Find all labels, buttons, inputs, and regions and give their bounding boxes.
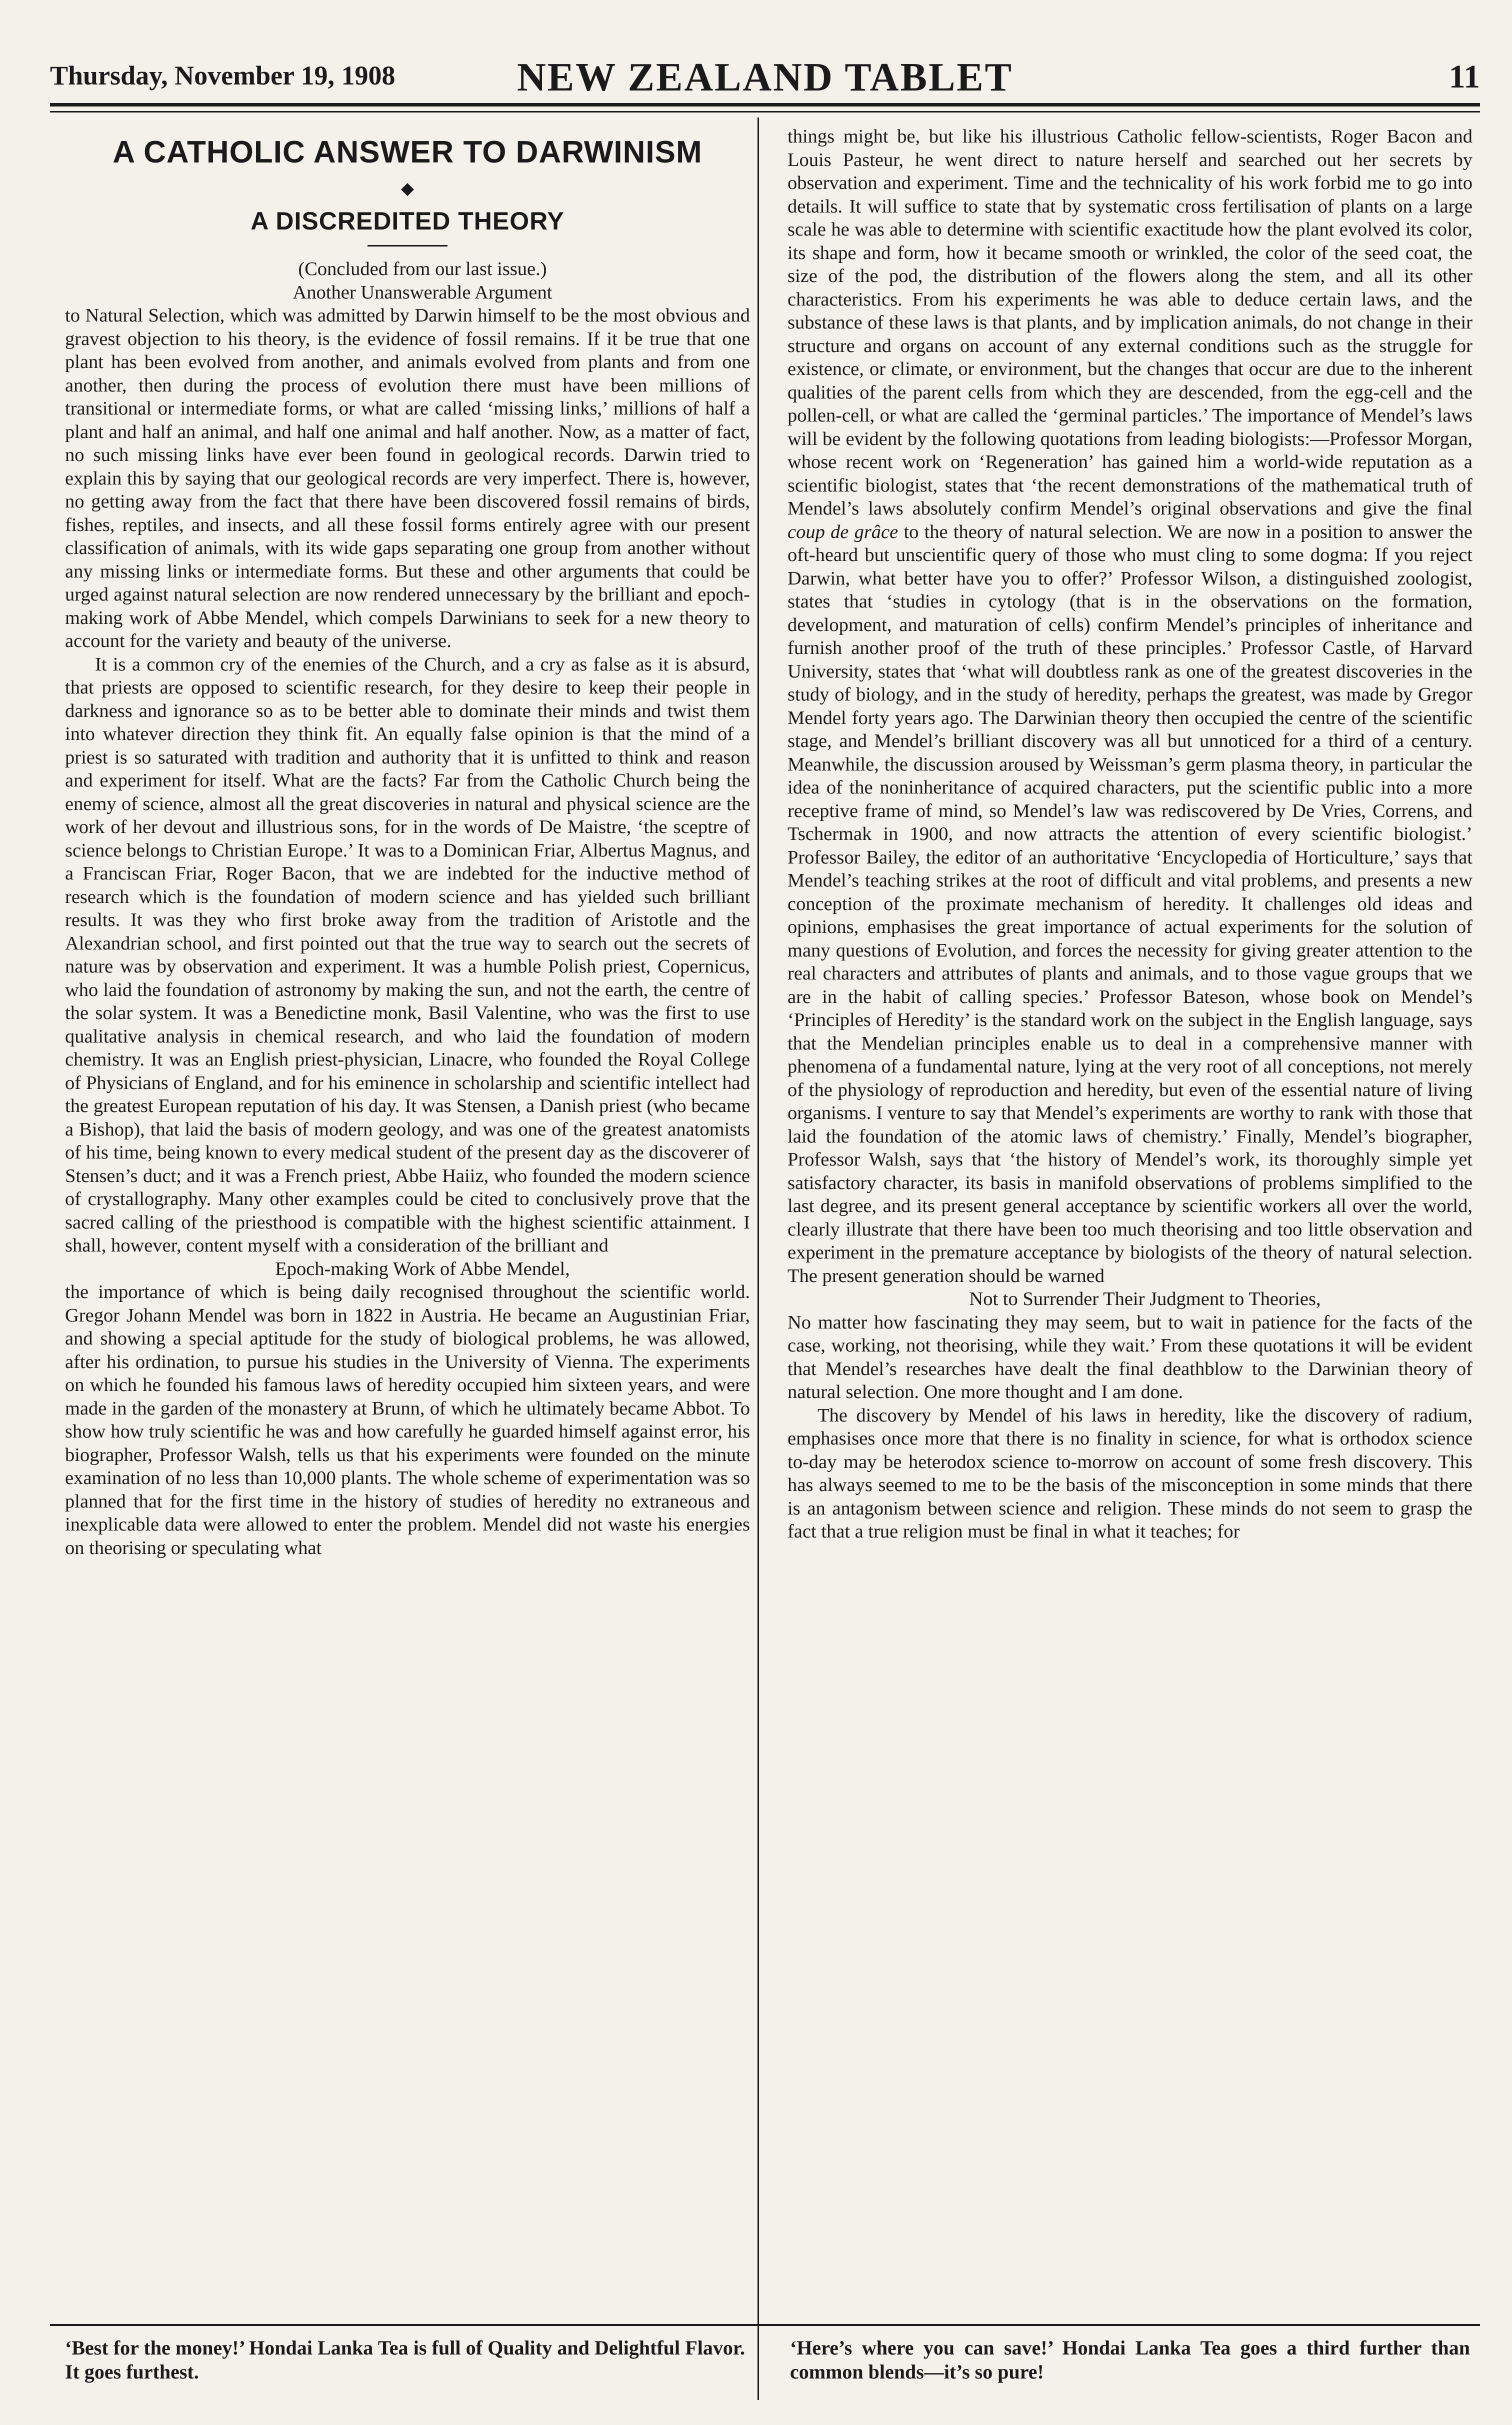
advertisement-right: ‘Here’s where you can save!’ Hondai Lanka Tea goes a third further than common blends—it’s so pure! <box>790 2336 1470 2383</box>
advertisement-left: ‘Best for the money!’ Hondai Lanka Tea is full of Quality and Delightful Flavor. It goes furthest. <box>65 2336 745 2383</box>
page-number: 11 <box>1448 58 1480 95</box>
paragraph-text: to the theory of natural selection. We are now in a position to answer the oft-heard but unscientific query of those who must cling to some dogma: If you reject Darwin, what better have you to offer?’ Professor Wilson, a distinguished zoologist, states that ‘studies in cytology (that is in the observations on the formation, development, and maturation of cells) confirm Mendel’s principles of inheritance and furnish another proof of the truth of these principles.’ Professor Castle, of Harvard University, states that ‘what will doubtless rank as one of the greatest discoveries in the study of biology, and in the study of heredity, perhaps the greatest, was made by Gregor Mendel forty years ago. The Darwinian theory then occupied the centre of the scientific stage, and Mendel’s brilliant discovery was all but unnoticed for a third of a century. Meanwhile, the discussion aroused by Weissman’s germ plasma theory, in particular the idea of the noninheritance of acquired characters, put the scientific public into a more receptive frame of mind, so Mendel’s law was rediscovered by De Vries, Correns, and Tschermak in 1900, and now attracts the attention of every scientific biologist.’ Professor Bailey, the editor of an authoritative ‘Encyclopedia of Horticulture,’ says that Mendel’s teaching strikes at the root of difficult and vital problems, and presents a new conception of the proximate mechanism of heredity. It challenges old ideas and opinions, emphasises the great importance of actual experiments for the solution of many questions of Evolution, and forces the necessity for giving greater attention to the real characters and attributes of plants and animals, and to those vague groups that we are in the habit of calling species.’ Professor Bateson, whose book on Mendel’s ‘Principles of Heredity’ is the standard work on the subject in the English language, says that the Mendelian principles enable us to deal in a comprehensive manner with phenomena of a fundamental nature, lying at the very root of all conceptions, not merely of the physiology of reproduction and heredity, but even of the essential nature of living organisms. I venture to say that Mendel’s experiments are worthy to rank with those that laid the foundation of the atomic laws of chemistry.’ Finally, Mendel’s biographer, Professor Walsh, says that ‘the history of Mendel’s work, its thoroughly simple yet satisfactory character, its basis in manifold observations of problems simplified to the last degree, and its present general acceptance by scientific workers all over the world, clearly illustrate that there have been too much theorising and too little observation and experiment in the premature acceptance by biologists of the theory of natural selection. The present generation should be warned <box>788 521 1472 1286</box>
column-left <box>65 125 750 2315</box>
italic-phrase: coup de grâce <box>788 521 898 542</box>
article-headline: A CATHOLIC ANSWER TO DARWINISM <box>112 135 702 170</box>
ornament-divider: ◆ <box>400 180 414 198</box>
article-subheadline: A DISCREDITED THEORY <box>250 207 564 235</box>
paragraph: to Natural Selection, which was admitted by Darwin himself to be the most obvious and gravest objection to his theory, is the evidence of fossil remains. If it be true that one plant has been evolved from another, and animals evolved from plants and from one another, then during the process of evolution there must have been millions of transitional or intermediate forms, or what are called ‘missing links,’ millions of half a plant and half an animal, and half one animal and half another. Now, as a matter of fact, no such missing links have ever been found in geological records. Darwin tried to explain this by saying that our geological records are very imperfect. There is, however, no getting away from the fact that there have been discovered fossil remains of birds, fishes, reptiles, and insects, and all these fossil forms entirely agree with our present classification of animals, with its wide gaps separating one group from another without any missing links or intermediate forms. But these and other arguments that could be urged against natural selection are now rendered unnecessary by the brilliant and epoch-making work of Abbe Mendel, which compels Darwinians to seek for a new theory to account for the variety and beauty of the universe. <box>65 305 750 652</box>
issue-date: Thursday, November 19, 1908 <box>50 60 396 90</box>
column-divider <box>758 118 759 2332</box>
section-heading: Another Unanswerable Argument <box>292 282 552 303</box>
paragraph <box>788 125 1472 1288</box>
ad-divider <box>758 2330 759 2400</box>
paragraph: It is a common cry of the enemies of the Church, and a cry as false as it is absurd, that priests are opposed to scientific research, for they desire to keep their people in darkness and ignorance so as to be better able to dominate their minds and twist them into whatever direction they think fit. An equally false opinion is that the mind of a priest is so saturated with tradition and authority that it is unfitted to think and reason and experiment for itself. What are the facts? Far from the Catholic Church being the enemy of science, almost all the great discoveries in natural and physical science are the work of her devout and illustrious sons, for in the words of De Maistre, ‘the sceptre of science belongs to Christian Europe.’ It was to a Dominican Friar, Albertus Magnus, and a Franciscan Friar, Roger Bacon, that we are indebted for the inductive method of research which is the foundation of modern science and has yielded such brilliant results. It was they who first broke away from the tradition of Aristotle and the Alexandrian school, and first pointed out that the true way to search out the secrets of nature was by observation and experiment. It was a humble Polish priest, Copernicus, who laid the foundation of astronomy by making the sun, and not the earth, the centre of the solar system. It was a Benedictine monk, Basil Valentine, who was the first to use qualitative analysis in chemical research, and who laid the foundation of modern chemistry. It was an English priest-physician, Linacre, who founded the Royal College of Physicians of England, and for his eminence in scholarship and scientific intellect had the greatest European reputation of his day. It was Stensen, a Danish priest (who became a Bishop), that laid the basis of modern geology, and was one of the greatest anatomists of his time, being known to every medical student of the present day as the discoverer of Stensen’s duct; and it was a French priest, Abbe Haiiz, who founded the modern science of crystallography. Many other examples could be cited to conclusively prove that the sacred calling of the priesthood is compatible with the highest scientific attainment. I shall, however, content myself with a consideration of the brilliant and <box>65 654 750 1256</box>
paragraph: the importance of which is being daily recognised throughout the scientific world. Gregor Johann Mendel was born in 1822 in Austria. He became an Augustinian Friar, and showing a special aptitude for the study of biological problems, he was allowed, after his ordination, to pursue his studies in the University of Vienna. The experiments on which he founded his famous laws of heredity occupied him sixteen years, and were made in the garden of the monastery at Brunn, of which he ultimately became Abbot. To show how truly scientific he was and how carefully he guarded himself against error, his biographer, Professor Walsh, tells us that his experiments were founded on the minute examination of no less than 10,000 plants. The whole scheme of experimentation was so planned that for the first time in the history of studies of heredity no extraneous and inexplicable data were allowed to enter the problem. Mendel did not waste his energies on theorising or speculating what <box>65 1282 750 1558</box>
section-heading: Epoch-making Work of Abbe Mendel, <box>275 1258 570 1280</box>
section-heading: Not to Surrender Their Judgment to Theories, <box>969 1288 1321 1310</box>
paragraph-text: things might be, but like his illustrious Catholic fellow-scientists, Roger Bacon and Louis Pasteur, he went direct to nature herself and searched out her secrets by observation and experiment. Time and the technicality of his work forbid me to go into details. It will suffice to state that by systematic cross fertilisation of plants on a large scale he was able to determine with scientific exactitude how the plant evolved its color, its shape and form, how it became smooth or wrinkled, the color of the seed coat, the size of the pod, the distribution of the flowers along the stem, and all its other characteristics. From his experiments he was able to deduce certain laws, and the substance of these laws is that plants, and by implication animals, do not change in their structure and organs on account of any external conditions such as the struggle for existence, or climate, or environment, but the changes that occur are due to the inherent qualities of the parent cells from which they are descended, from the egg-cell and the pollen-cell, or what are called the ‘germinal particles.’ The importance of Mendel’s laws will be evident by the following quotations from leading biologists:—Professor Morgan, whose recent work on ‘Regeneration’ has gained him a world-wide reputation as a scientific biologist, states that ‘the recent demonstrations of the mathematical truth of Mendel’s laws absolutely confirm Mendel’s original observations and give the final <box>788 126 1472 519</box>
short-rule <box>368 245 448 246</box>
masthead-rule <box>50 111 1480 112</box>
column-right <box>788 125 1472 2315</box>
masthead <box>50 55 1480 106</box>
continuation-note: (Concluded from our last issue.) <box>298 258 547 280</box>
footer-rule <box>50 2324 1480 2326</box>
paragraph: The discovery by Mendel of his laws in heredity, like the discovery of radium, emphasises once more that there is no finality in science, for what is orthodox science to-day may be heterodox science to-morrow on account of some fresh discovery. This has always seemed to me to be the basis of the misconception in some minds that there is an antagonism between science and religion. These minds do not seem to grasp the fact that a true religion must be final in what it teaches; for <box>788 1404 1472 1542</box>
newspaper-title: NEW ZEALAND TABLET <box>516 56 1014 100</box>
paragraph: No matter how fascinating they may seem, but to wait in patience for the facts of the case, working, not theorising, while they wait.’ From these quotations it will be evident that Mendel’s researches have dealt the final deathblow to the Darwinian theory of natural selection. One more thought and I am done. <box>788 1312 1472 1402</box>
